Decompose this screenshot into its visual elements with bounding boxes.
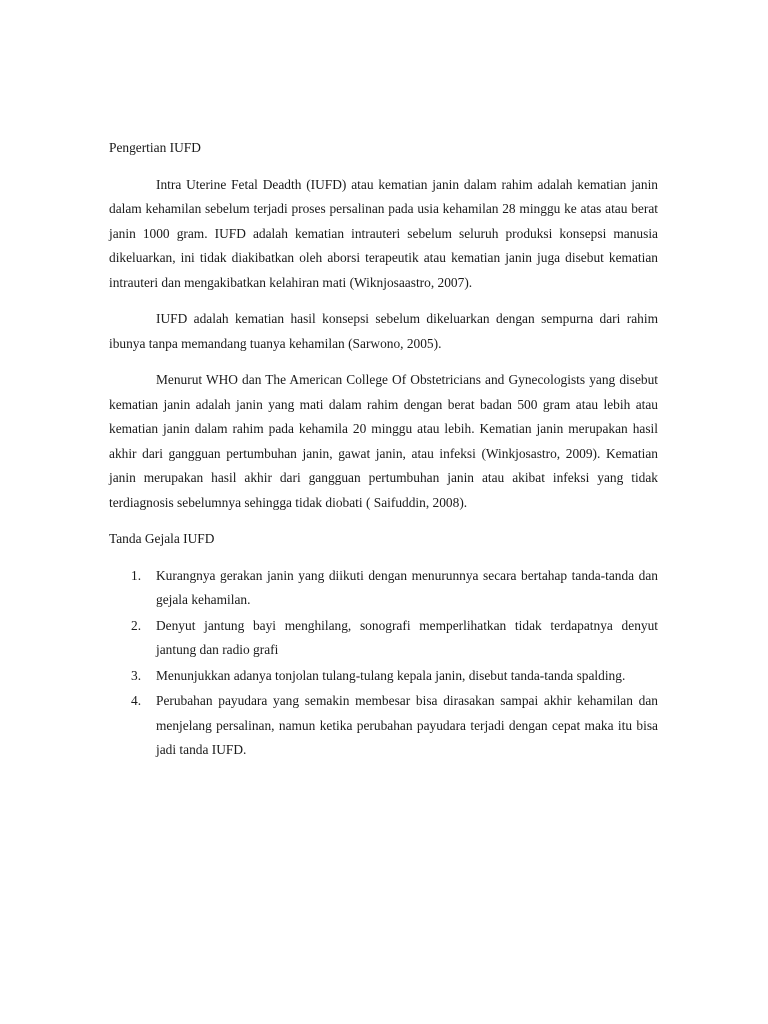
list-item [109,664,658,689]
list-item-text: Perubahan payudara yang semakin membesar bisa dirasakan sampai akhir kehamilan dan menjelang persalinan, namun ketika perubahan payudara terjadi dengan cepat maka itu bisa jadi tanda IUFD. [156,693,658,757]
document-page [109,136,658,764]
list-item-text: Kurangnya gerakan janin yang diikuti dengan menurunnya secara bertahap tanda-tanda dan gejala kehamilan. [156,567,658,607]
list-item-number: 3. [131,667,142,683]
list-item-text: Menunjukkan adanya tonjolan tulang-tulang kepala janin, disebut tanda-tanda spalding. [156,667,626,683]
list-item [109,614,658,663]
paragraph-definition: Intra Uterine Fetal Deadth (IUFD) atau kematian janin dalam rahim adalah kematian janin dalam kehamilan sebelum terjadi proses persalinan pada usia kehamilan 28 minggu ke atas atau berat janin 1000 gram. IUFD adalah kematian intrauteri sebelum seluruh produksi konsepsi manusia dikeluarkan, ini tidak diakibatkan oleh aborsi terapeutik atau kematian janin juga disebut kematian intrauteri dan mengakibatkan kelahiran mati (Wiknjosaastro, 2007). [109,176,658,290]
symptom-list [109,564,658,763]
section-heading-tanda-gejala: Tanda Gejala IUFD [109,531,215,546]
paragraph-who: Menurut WHO dan The American College Of Obstetricians and Gynecologists yang disebut kematian janin adalah janin yang mati dalam rahim dengan berat badan 500 gram atau lebih atau kematian janin dalam rahim pada kehamila 20 minggu atau lebih. Kematian janin merupakan hasil akhir dari gangguan pertumbuhan janin, gawat janin, atau infeksi (Winkjosastro, 2009). Kematian janin merupakan hasil akhir dari gangguan pertumbuhan janin atau akibat infeksi yang tidak terdiagnosis sebelumnya sehingga tidak diobati ( Saifuddin, 2008). [109,372,658,510]
paragraph-sarwono: IUFD adalah kematian hasil konsepsi sebelum dikeluarkan dengan sempurna dari rahim ibunya tanpa memandang tuanya kehamilan (Sarwono, 2005). [109,311,658,351]
list-item-number: 4. [131,693,142,708]
list-item [109,689,658,763]
section-heading-pengertian: Pengertian IUFD [109,140,201,155]
list-item [109,564,658,613]
list-item-text: Denyut jantung bayi menghilang, sonografi memperlihatkan tidak terdapatnya denyut jantung dan radio grafi [156,617,658,657]
list-item-number: 1. [131,567,142,583]
list-item-number: 2. [131,617,142,633]
